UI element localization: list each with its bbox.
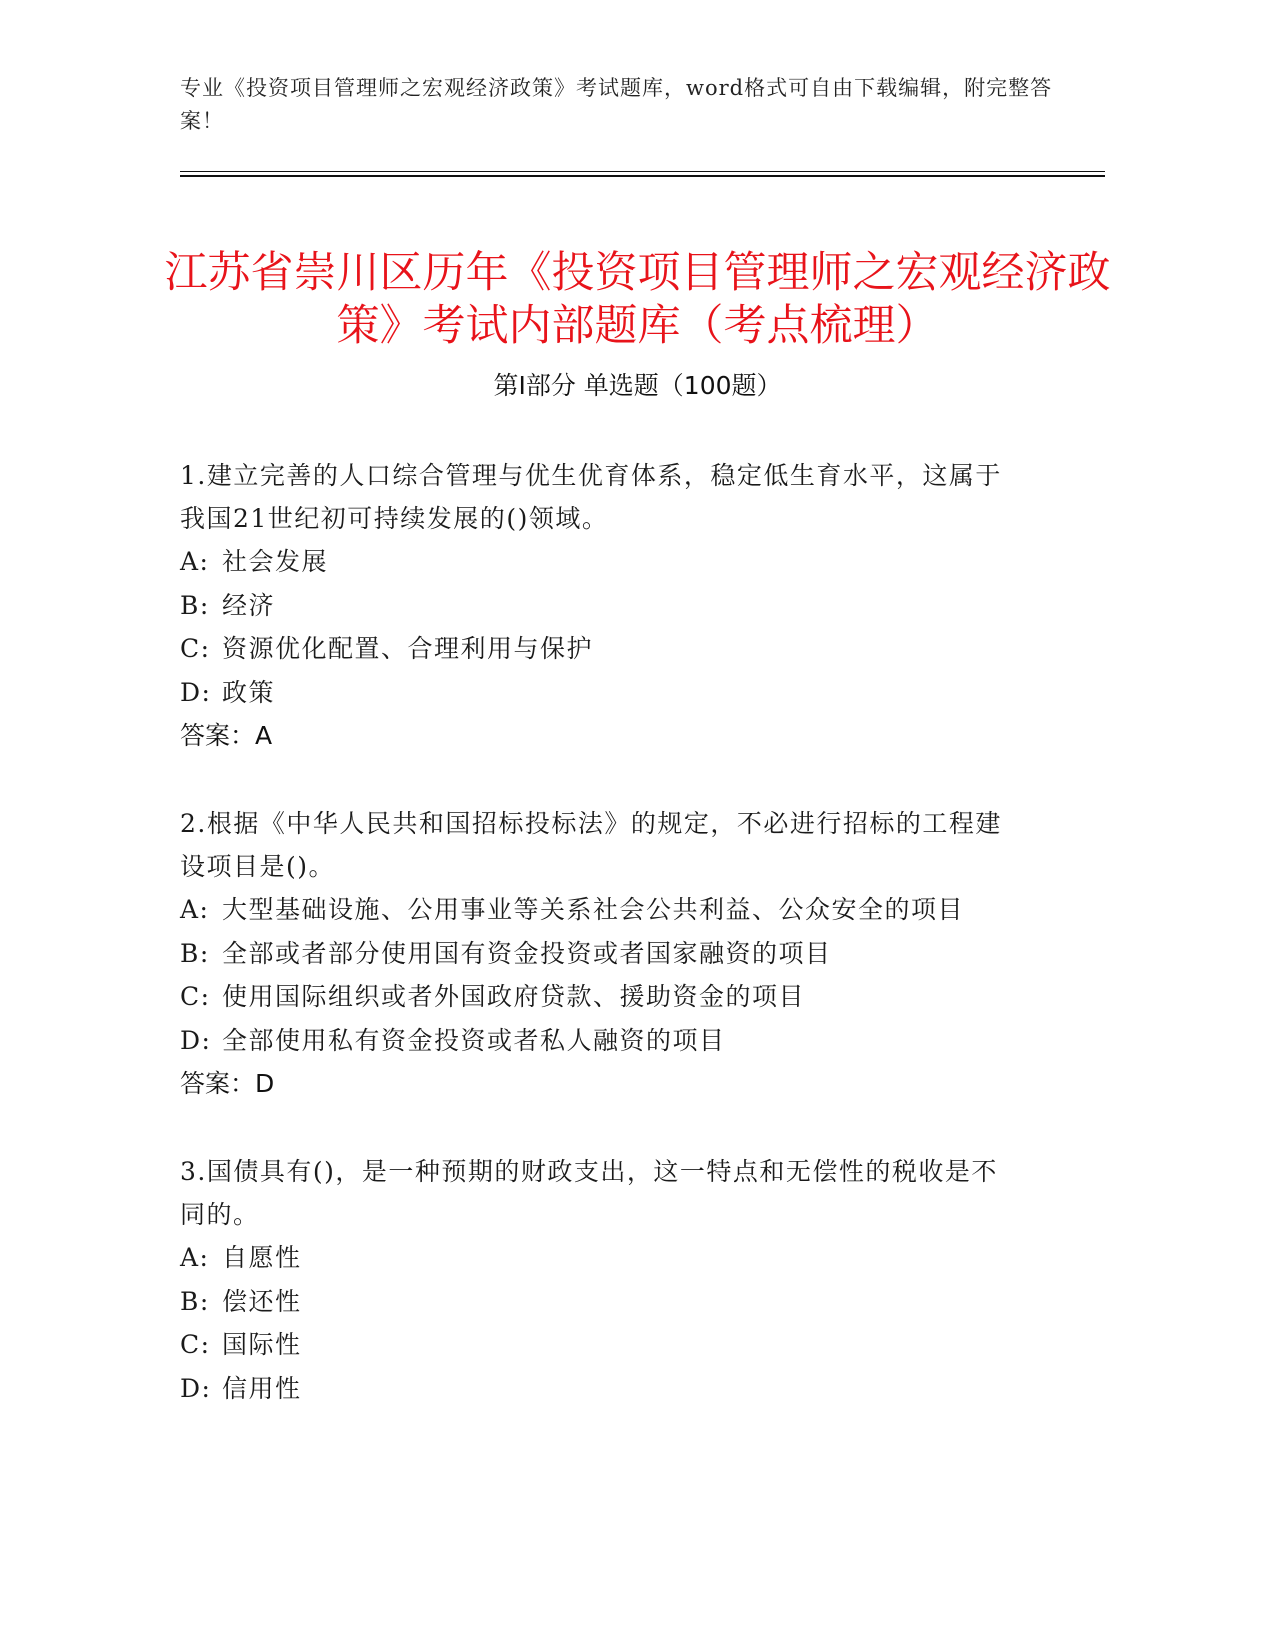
option-text: 大型基础设施、公用事业等关系社会公共利益、公众安全的项目 xyxy=(222,895,965,924)
header-divider-thin xyxy=(180,171,1105,172)
option-text: 偿还性 xyxy=(222,1286,302,1316)
option-key: B: xyxy=(180,1286,210,1316)
option-text: 全部使用私有资金投资或者私人融资的项目 xyxy=(222,1025,726,1055)
option-text: 政策 xyxy=(222,677,276,707)
option-key: D: xyxy=(180,1373,212,1403)
option-text: 全部或者部分使用国有资金投资或者国家融资的项目 xyxy=(222,938,832,968)
option-a xyxy=(180,540,1020,584)
question-stem: 1.建立完善的人口综合管理与优生优育体系，稳定低生育水平，这属于我国21世纪初可持续发展的()领域。 xyxy=(180,461,1002,533)
option-b xyxy=(180,932,1020,976)
option-d xyxy=(180,671,1020,715)
option-key: C: xyxy=(180,634,211,663)
option-c xyxy=(180,627,1020,671)
question-1 xyxy=(180,454,1020,758)
option-text: 社会发展 xyxy=(222,547,329,576)
option-text: 经济 xyxy=(222,590,276,620)
option-d xyxy=(180,1367,1020,1411)
option-a xyxy=(180,888,1020,932)
document-title: 江苏省崇川区历年《投资项目管理师之宏观经济政策》考试内部题库（考点梳理） xyxy=(164,247,1111,351)
question-2 xyxy=(180,802,1020,1106)
question-stem: 2.根据《中华人民共和国招标投标法》的规定，不必进行招标的工程建设项目是()。 xyxy=(180,809,1002,881)
option-key: D: xyxy=(180,677,212,707)
option-key: A: xyxy=(180,895,210,924)
question-3 xyxy=(180,1150,1020,1410)
option-text: 国际性 xyxy=(222,1330,302,1359)
option-key: C: xyxy=(180,982,211,1011)
option-a xyxy=(180,1236,1020,1280)
option-key: D: xyxy=(180,1025,212,1055)
section-heading: 第I部分 单选题（100题） xyxy=(493,371,782,400)
option-key: B: xyxy=(180,938,210,968)
question-stem: 3.国债具有()，是一种预期的财政支出，这一特点和无偿性的税收是不同的。 xyxy=(180,1157,998,1229)
answer-label: 答案：D xyxy=(180,1069,275,1098)
header-divider-thick xyxy=(180,175,1105,177)
option-d xyxy=(180,1019,1020,1063)
option-b xyxy=(180,1280,1020,1324)
option-c xyxy=(180,1323,1020,1367)
option-text: 资源优化配置、合理利用与保护 xyxy=(222,634,594,663)
option-text: 信用性 xyxy=(222,1373,302,1403)
option-key: B: xyxy=(180,590,210,620)
answer-label: 答案：A xyxy=(180,721,273,750)
option-c xyxy=(180,975,1020,1019)
option-key: A: xyxy=(180,1243,210,1272)
option-b xyxy=(180,584,1020,628)
option-text: 自愿性 xyxy=(222,1243,302,1272)
option-key: A: xyxy=(180,547,210,576)
option-key: C: xyxy=(180,1330,211,1359)
option-text: 使用国际组织或者外国政府贷款、援助资金的项目 xyxy=(222,982,806,1011)
header-note: 专业《投资项目管理师之宏观经济政策》考试题库，word格式可自由下载编辑，附完整答案！ xyxy=(180,76,1053,133)
